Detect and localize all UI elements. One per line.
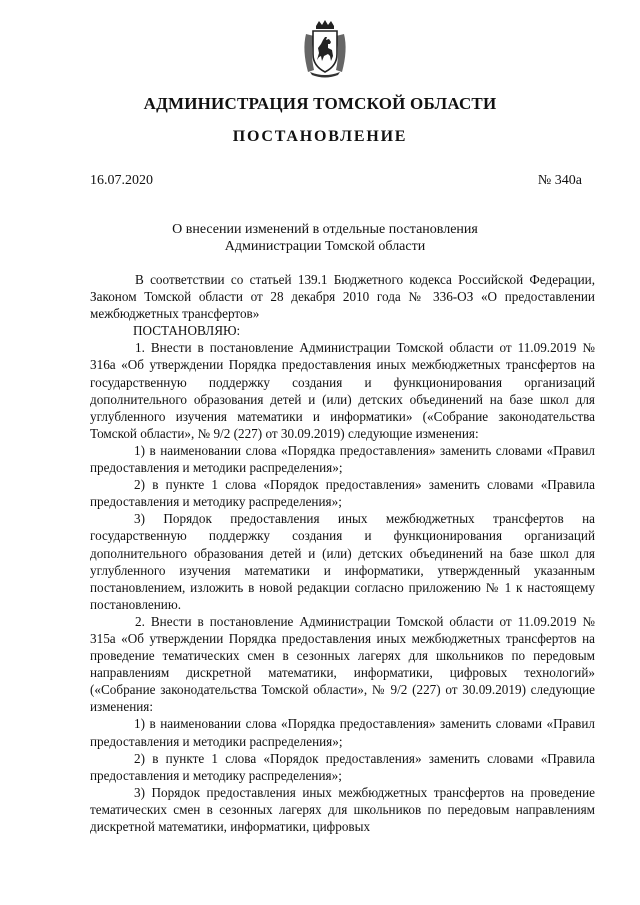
subject-line-1: О внесении изменений в отдельные постановления bbox=[172, 222, 478, 237]
clause-1-item-1: 1) в наименовании слова «Порядка предоставления» заменить словами «Правил предоставления и методики распределения»; bbox=[90, 442, 595, 476]
clause-1-item-3: 3) Порядок предоставления иных межбюджетных трансфертов на государственную поддержку создания и функционирования организаций дополнительного образования детей и (или) детских объединений на базе школ для углубленного изучения математики и информатики, утвержденный указанным постановлением, изложить в новой редакции согласно приложению № 1 к настоящему постановлению. bbox=[90, 511, 595, 612]
decree-word: ПОСТАНОВЛЯЮ: bbox=[133, 323, 241, 339]
organization-title: АДМИНИСТРАЦИЯ ТОМСКОЙ ОБЛАСТИ bbox=[143, 94, 497, 113]
preamble-paragraph: В соответствии со статьей 139.1 Бюджетного кодекса Российской Федерации, Законом Томской области от 28 декабря 2010 года № 336-ОЗ «О предоставлении межбюджетных трансфертов» bbox=[90, 272, 595, 322]
clause-2-item-3: 3) Порядок предоставления иных межбюджетных трансфертов на проведение тематических смен в сезонных лагерях для школьников по передовым направлениям дискретной математики, информатики, цифровых bbox=[90, 784, 595, 834]
tomsk-oblast-coat-of-arms-icon bbox=[302, 20, 348, 78]
document-subject bbox=[100, 221, 550, 255]
document-number: № 340а bbox=[537, 173, 582, 188]
clause-2: 2. Внести в постановление Администрации Томской области от 11.09.2019 № 315а «Об утверждении Порядка предоставления иных межбюджетных трансфертов на проведение тематических смен в сезонных лагерях для школьников по передовым направлениям дискретной математики, информатики, цифровых технологий» («Собрание законодательства Томской области», № 9/2 (227) от 30.09.2019) следующие изменения: bbox=[90, 613, 595, 715]
clause-1: 1. Внести в постановление Администрации Томской области от 11.09.2019 № 316а «Об утверждении Порядка предоставления иных межбюджетных трансфертов на государственную поддержку создания и функционирования организаций дополнительного образования детей и (или) детских объединений на базе школ для углубленного изучения математики и информатики» («Собрание законодательства Томской области», № 9/2 (227) от 30.09.2019) следующие изменения: bbox=[90, 340, 595, 441]
document-date: 16.07.2020 bbox=[90, 173, 153, 188]
clause-2-item-1: 1) в наименовании слова «Порядка предоставления» заменить словами «Правил предоставления и методики распределения»; bbox=[90, 716, 595, 749]
clause-2-item-2: 2) в пункте 1 слова «Порядок предоставления» заменить словами «Правила предоставления и методику распределения»; bbox=[90, 750, 595, 783]
document-body bbox=[90, 271, 595, 835]
subject-line-2: Администрации Томской области bbox=[224, 239, 426, 254]
document-type: ПОСТАНОВЛЕНИЕ bbox=[232, 128, 408, 145]
clause-1-item-2: 2) в пункте 1 слова «Порядок предоставления» заменить словами «Правила предоставления и методику распределения»; bbox=[90, 477, 595, 510]
